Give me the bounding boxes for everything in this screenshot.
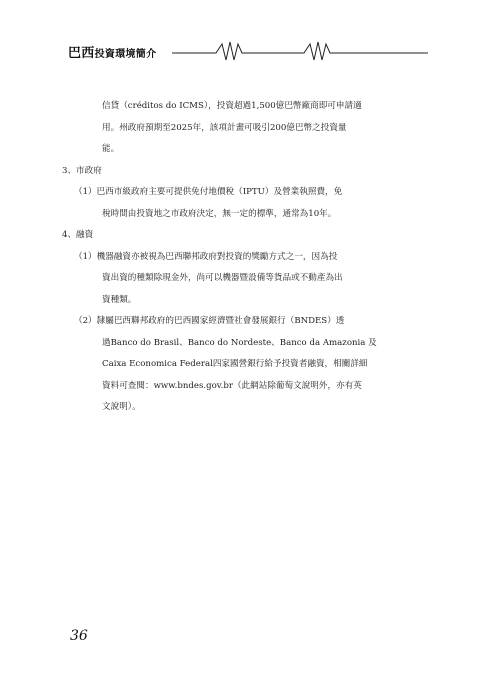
text-line: 信貸（créditos do ICMS），投資超過1,500億巴幣廠商即可申請適 [102,101,362,111]
page-number: 36 [70,628,88,644]
text-line: 資種類。 [102,294,137,305]
header-title-country: 巴西 [68,46,95,61]
text-line: 稅時間由投資地之市政府決定，無一定的標準，通常為10年。 [102,208,337,219]
header-title-subtitle: 投資環境簡介 [94,49,157,60]
text-line: 資出資的種類除現金外，尚可以機器暨設備等貨品或不動產為出 [102,273,343,283]
text-line: 能。 [102,144,120,154]
text-line: （2）隸屬巴西聯邦政府的巴西國家經濟暨社會發展銀行（BNDES）透 [74,316,345,326]
text-line: 用。州政府預期至2025年，該項計畫可吸引200億巴幣之投資量 [102,122,347,133]
text-line: 過Banco do Brasil、Banco do Nordeste、Banco da Amazonia 及 [102,337,377,348]
text-line: 4、融資 [62,230,94,240]
body-text [62,96,420,419]
text-line: 3、市政府 [62,165,102,176]
text-line: 資料可查閱：www.bndes.gov.br（此網站除葡萄文說明外，亦有英 [102,380,362,391]
text-line: （1）機器融資亦被視為巴西聯邦政府對投資的獎勵方式之一，因為投 [74,251,338,262]
running-header [68,38,428,62]
text-line: 文說明）。 [102,402,141,412]
header-wave-line [172,38,428,62]
text-line: Caixa Economica Federal四家國營銀行給予投資者融資，相關詳細 [102,359,368,369]
header-title [68,42,156,61]
text-line: （1）巴西市級政府主要可提供免付地價稅（IPTU）及營業執照費，免 [74,187,343,197]
